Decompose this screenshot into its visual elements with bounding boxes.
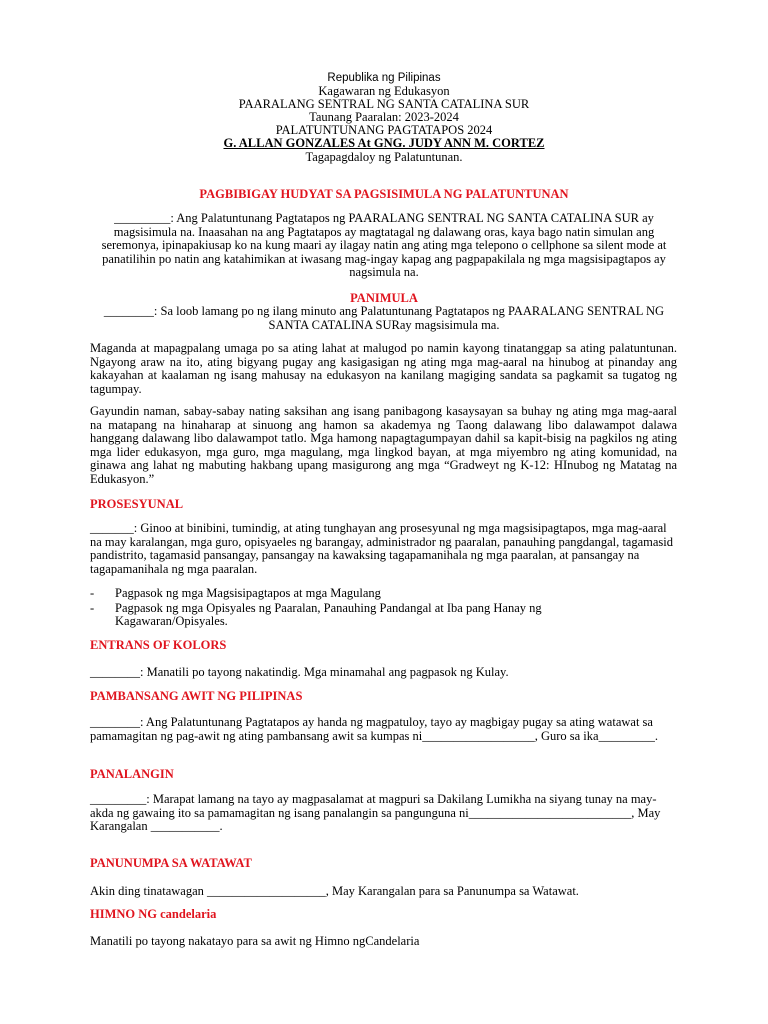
panimula-intro: ________: Sa loob lamang po ng ilang minuto ang Palatuntunang Pagtatapos ng PAARALANG SENTRAL NG SANTA CATALINA SURay magsisimula ma. <box>103 304 665 332</box>
list-item-text: Pagpasok ng mga Magsisipagtapos at mga Magulang <box>115 586 381 600</box>
himno-text: Manatili po tayong nakatayo para sa awit ng Himno ngCandelaria <box>90 934 420 948</box>
procession-list <box>90 587 650 630</box>
speaker-blank: _______ <box>90 521 134 535</box>
section-heading-entrans: ENTRANS OF KOLORS <box>90 638 227 652</box>
speaker-blank: ________ <box>103 304 154 318</box>
panalangin-paragraph: _________: Marapat lamang na tayo ay magpasalamat at magpuri sa Dakilang Lumikha na siyang tunay na may-akda ng gawaing ito sa pamamagitan ng isang panalangin sa pangunguna ni__________________________, May Karangalan ___________. <box>90 792 661 833</box>
hosts-names: G. ALLAN GONZALES At GNG. JUDY ANN M. CORTEZ <box>223 136 545 150</box>
section-heading-opening: PAGBIBIGAY HUDYAT SA PAGSISIMULA NG PALATUNTUNAN <box>199 187 569 201</box>
panalangin-text: Marapat lamang na tayo ay magpasalamat at magpuri sa Dakilang Lumikha na siyang tunay na may-akda ng gawaing ito sa pamamagitan ng isang panalangin sa pangunguna ni__________________________, May Karangalan ___________. <box>90 792 661 833</box>
panimula-paragraph-2: Gayundin naman, sabay-sabay nating saksihan ang isang panibagong kasaysayan sa buhay ng ating mga mag-aaral na matapang na hinaharap at sinuong ang hamon sa akademya ng Taong dalawang libo dalawampot dalawa hanggang dalawang libo dalawampot tatlo. Mga hamong napagtagumpayan dahil sa kapit-bisig na pagkilos ng ating mga lider edukasyon, mga guro, mga magulang, mga lingkod bayan, at mga miyembro ng ating komunidad, na ginawa ang lahat ng mabuting hakbang upang masigurong ang mga “Gradweyt ng K-12: HInubog ng Matatag na Edukasyon.” <box>90 404 677 486</box>
speaker-blank: _________ <box>114 211 171 225</box>
panimula-paragraph-1: Maganda at mapagpalang umaga po sa ating lahat at malugod po namin kayong tinatanggap sa ating palatuntunan. Ngayong araw na ito, ating bigyang pugay ang kasigasigan ng ating mga mag-aaral na hinubog at pinanday ang kakayahan at kaalaman ng isang mahusay na edukasyon na kanilang magiging sandata sa pagkamit sa tugatog ng tagumpay. <box>90 341 677 396</box>
section-heading-himno: HIMNO NG candelaria <box>90 907 217 921</box>
opening-paragraph: _________: Ang Palatuntunang Pagtatapos ng PAARALANG SENTRAL NG SANTA CATALINA SUR ay magsisimula na. Inaasahan na ang Pagtatapos ay magtatagal ng dalawang oras, kaya bago natin simulan ang seremonya, ipinapakiusap ko na kung maari ay ilagay natin ang ating mga telepono o cellphone sa silent mode at panatilihin po natin ang katahimikan at iwasang mag-ingay kapag ang pagpapakilala ng mga magsisipagtapos ay nagsimula na. <box>101 211 667 279</box>
section-heading-awit: PAMBANSANG AWIT NG PILIPINAS <box>90 689 303 703</box>
republic-line: Republika ng Pilipinas <box>327 72 441 84</box>
awit-text: Ang Palatuntunang Pagtatapos ay handa ng magpatuloy, tayo ay magbigay pugay sa ating watawat sa pamamagitan ng pag-awit ng ating pambansang awit sa kumpas ni__________________, Guro sa ika_________. <box>90 715 658 743</box>
awit-paragraph: ________: Ang Palatuntunang Pagtatapos ay handa ng magpatuloy, tayo ay magbigay pugay sa ating watawat sa pamamagitan ng pag-awit ng ating pambansang awit sa kumpas ni__________________, Guro sa ika_________. <box>90 715 658 743</box>
prosesyunal-text: Ginoo at binibini, tumindig, at ating tunghayan ang prosesyunal ng mga magsisipagtapos, mga mag-aaral na may karalangan, mga guro, opisyaeles ng barangay, administrador ng paaralan, panauhing pangdangal, tagamasid pandistrito, tagamasid pansangay, pansangay na kawaksing tagapamanihala ng mga paaralan, at pansangay na tagapamanihala ng mga paaralan. <box>90 521 674 576</box>
panimula-intro-text: Sa loob lamang po ng ilang minuto ang Palatuntunang Pagtatapos ng PAARALANG SENTRAL NG SANTA CATALINA SURay magsisimula ma. <box>160 304 665 332</box>
panunumpa-text: Akin ding tinatawagan ___________________, May Karangalan para sa Panunumpa sa Watawat. <box>90 884 579 898</box>
prosesyunal-paragraph: _______: Ginoo at binibini, tumindig, at ating tunghayan ang prosesyunal ng mga magsisipagtapos, mga mag-aaral na may karalangan, mga guro, opisyaeles ng barangay, administrador ng paaralan, panauhing pangdangal, tagamasid pandistrito, tagamasid pansangay, pansangay na kawaksing tagapamanihala ng mga paaralan, at pansangay na tagapamanihala ng mga paaralan. <box>90 521 674 576</box>
speaker-blank: ________ <box>90 665 140 679</box>
department-line: Kagawaran ng Edukasyon <box>318 84 450 98</box>
section-heading-panimula: PANIMULA <box>350 291 418 305</box>
school-year: Taunang Paaralan: 2023-2024 <box>309 110 459 124</box>
speaker-blank: _________ <box>90 792 147 806</box>
list-item: - Pagpasok ng mga Magsisipagtapos at mga Magulang <box>90 586 381 600</box>
speaker-blank: ________ <box>90 715 140 729</box>
hosts-role: Tagapagdaloy ng Palatuntunan. <box>305 150 463 164</box>
section-heading-prosesyunal: PROSESYUNAL <box>90 497 184 511</box>
entrans-paragraph: ________: Manatili po tayong nakatindig. Mga minamahal ang pagpasok ng Kulay. <box>90 665 509 679</box>
list-item-text: Pagpasok ng mga Opisyales ng Paaralan, Panauhing Pandangal at Iba pang Hanay ng Kagawaran/Opisyales. <box>115 601 542 628</box>
section-heading-panalangin: PANALANGIN <box>90 767 174 781</box>
program-title: PALATUNTUNANG PAGTATAPOS 2024 <box>275 123 493 137</box>
school-name: PAARALANG SENTRAL NG SANTA CATALINA SUR <box>238 97 530 111</box>
section-heading-panunumpa: PANUNUMPA SA WATAWAT <box>90 856 252 870</box>
opening-text: Ang Palatuntunang Pagtatapos ng PAARALANG SENTRAL NG SANTA CATALINA SUR ay magsisimula na. Inaasahan na ang Pagtatapos ay magtatagal ng dalawang oras, kaya bago natin simulan ang seremonya, ipinapakiusap ko na kung maari ay ilagay natin ang ating mga telepono o cellphone sa silent mode at panatilihin po natin ang katahimikan at iwasang mag-ingay kapag ang pagpapakilala ng mga magsisipagtapos ay nagsimula na. <box>101 211 667 279</box>
list-item: - Pagpasok ng mga Opisyales ng Paaralan, Panauhing Pandangal at Iba pang Hanay ng Kagawaran/Opisyales. <box>90 601 542 628</box>
entrans-text: Manatili po tayong nakatindig. Mga minamahal ang pagpasok ng Kulay. <box>146 665 509 679</box>
